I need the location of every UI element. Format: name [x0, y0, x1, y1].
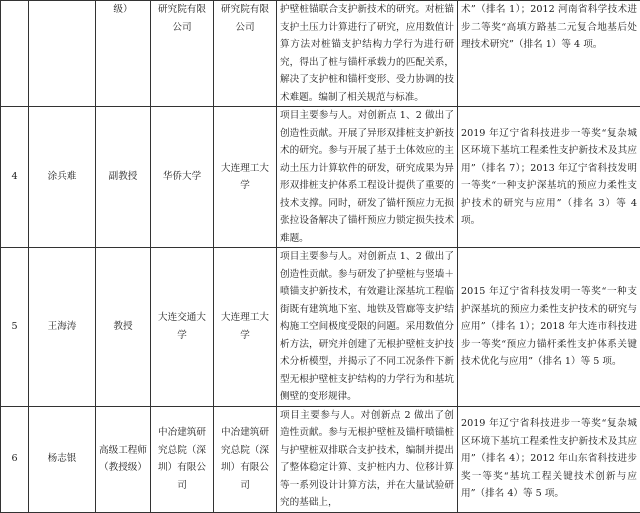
- person-name: [29, 1, 96, 107]
- completion-unit: 研究院有限公司: [214, 1, 277, 107]
- work-unit: 大连交通大学: [151, 248, 214, 407]
- person-title: 级）: [96, 1, 151, 107]
- row-number: 4: [1, 107, 29, 248]
- awards-text: 2019 年辽宁省科技进步一等奖“复杂城区环境下基坑工程柔性支护新技术及其应用”（排名 4）；2012 年山东省科技进步奖一等奖“基坑工程关键技术创新与应用”（排名 4）等 5 项。: [458, 406, 640, 512]
- row-number: 5: [1, 248, 29, 407]
- table-row: [1, 406, 640, 512]
- awards-text: 术”（排名 1）；2012 河南省科学技术进步二等奖“高填方路基二元复合地基后处理技术研究”（排名 1）等 4 项。: [458, 1, 640, 107]
- person-title: 教授: [96, 248, 151, 407]
- work-unit: 研究院有限公司: [151, 1, 214, 107]
- table-row: [1, 107, 640, 248]
- completion-unit: 大连理工大学: [214, 107, 277, 248]
- person-title: 高级工程师（教授级）: [96, 406, 151, 512]
- contribution-text: 项目主要参与人。对创新点 1、2 做出了创造性贡献。参与研发了护壁桩与竖墙＋喷锚支护新技术，有效避让深基坑工程临街既有建筑地下室、地铁及管廊等支护结构施工空间极度受限的问题。采用数值分析方法，研究并创建了无根护壁桩支护技术分析模型，并揭示了不同工况条件下新型无根护壁桩支护结构的力学行为和基坑侧壁的变形规律。: [277, 248, 458, 407]
- completion-unit: 中冶建筑研究总院（深圳）有限公司: [214, 406, 277, 512]
- work-unit: 中冶建筑研究总院（深圳）有限公司: [151, 406, 214, 512]
- contribution-text: 项目主要参与人。对创新点 2 做出了创造性贡献。参与无根护壁桩及锚杆喷锚桩与护壁桩双排联合支护技术，编制并提出了整体稳定计算、支护桩内力、位移计算等一系列设计计算方法，并在大量试验研究的基础上，: [277, 406, 458, 512]
- awards-text: 2015 年辽宁省科技发明一等奖“一种支护深基坑的预应力柔性支护技术的研究与应用”（排名 1）；2018 年大连市科技进步一等奖“预应力锚杆柔性支护体系关键技术优化与应用”（排名 1）等 5 项。: [458, 248, 640, 407]
- completion-unit: 大连理工大学: [214, 248, 277, 407]
- person-title: 副教授: [96, 107, 151, 248]
- person-name: 涂兵难: [29, 107, 96, 248]
- contribution-text: 护壁桩锚联合支护新技术的研究。对桩锚支护土压力计算进行了研究，应用数值计算方法对桩锚支护结构力学行为进行研究，得出了桩与锚杆承载力的匹配关系，解决了支护桩和锚杆变形、受力协调的技术难题。编制了相关规范与标准。: [277, 1, 458, 107]
- row-number: [1, 1, 29, 107]
- person-name: 王海涛: [29, 248, 96, 407]
- person-name: 杨志银: [29, 406, 96, 512]
- work-unit: 华侨大学: [151, 107, 214, 248]
- contribution-text: 项目主要参与人。对创新点 1、2 做出了创造性贡献。开展了异形双排桩支护新技术的研究。参与开展了基于土体效应的主动土压力计算软件的研发，研究成果为异形双排桩支护体系工程设计提供了重要的技术支撑。同时，研发了锚杆预应力无损张拉设备解决了锚杆预应力锁定损失技术难题。: [277, 107, 458, 248]
- table-row: [1, 248, 640, 407]
- awards-text: 2019 年辽宁省科技进步一等奖“复杂城区环境下基坑工程柔性支护新技术及其应用”（排名 7）；2013 年辽宁省科技发明一等奖“一种支护深基坑的预应力柔性支护技术的研究与应用”（排名 3）等 4 项。: [458, 107, 640, 248]
- row-number: 6: [1, 406, 29, 512]
- table-row: [1, 1, 640, 107]
